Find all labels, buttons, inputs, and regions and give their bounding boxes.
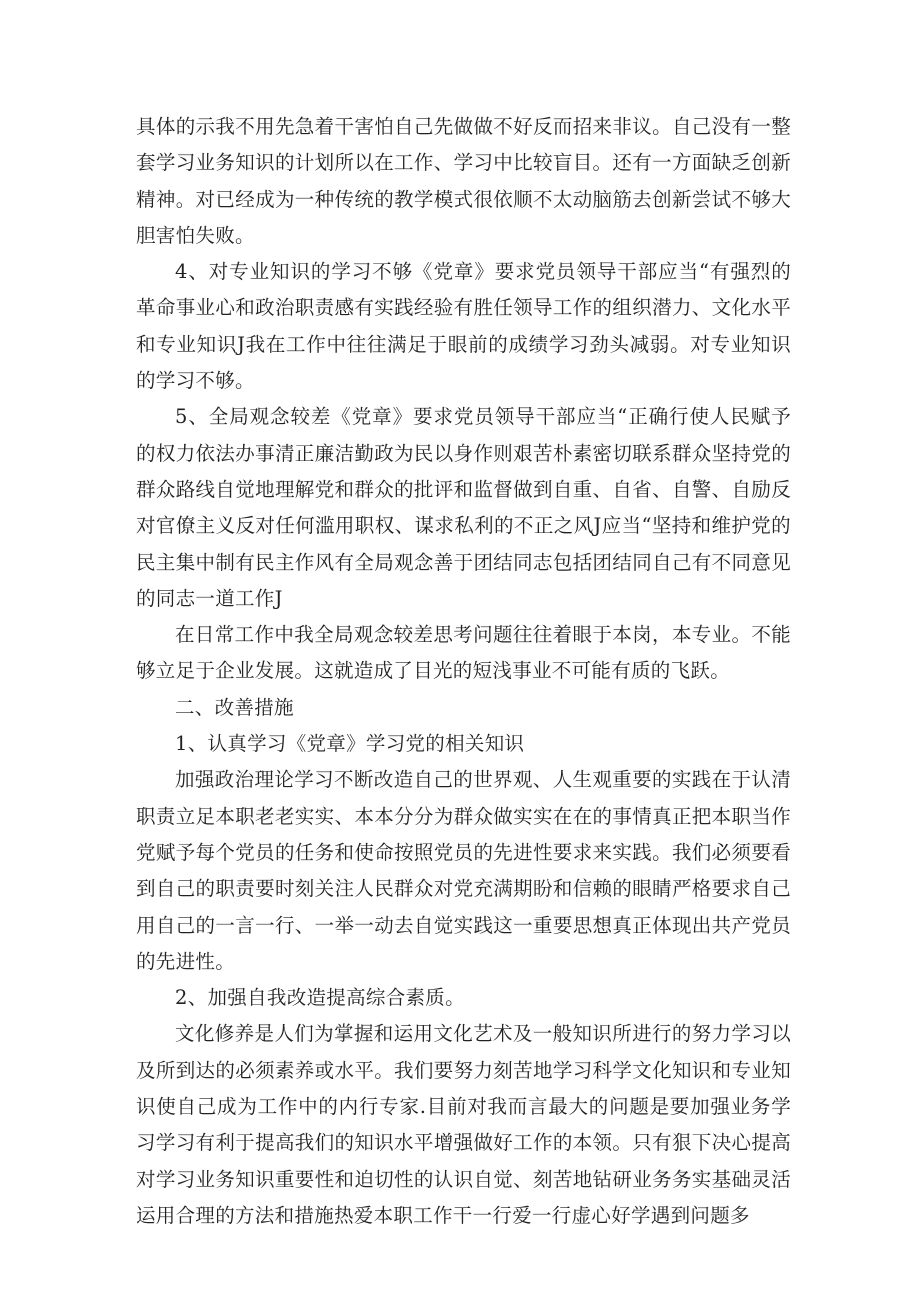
paragraph-item-4: 4、对专业知识的学习不够《党章》要求党员领导干部应当“有强烈的革命事业心和政治职责感有实践经验有胜任领导工作的组织潜力、文化水平和专业知识J我在工作中往往满足于眼前的成绩学习劲头减弱。对专业知识的学习不够。	[136, 260, 791, 393]
paragraph-overall-view: 在日常工作中我全局观念较差思考问题往往着眼于本岗，本专业。不能够立足于企业发展。这就造成了目光的短浅事业不可能有质的飞跃。	[136, 623, 791, 683]
document-page	[136, 109, 791, 1234]
subheading-measure-1: 1、认真学习《党章》学习党的相关知识	[175, 732, 525, 756]
paragraph-continuation: 具体的示我不用先急着干害怕自己先做做不好反而招来非议。自己没有一整套学习业务知识的计划所以在工作、学习中比较盲目。还有一方面缺乏创新精神。对已经成为一种传统的教学模式很依顺不太动脑筋去创新尝试不够大胆害怕失败。	[136, 115, 791, 247]
subheading-measure-2: 2、加强自我改造提高综合素质。	[175, 986, 465, 1010]
paragraph-item-5: 5、全局观念较差《党章》要求党员领导干部应当“正确行使人民赋予的权力依法办事清正廉洁勤政为民以身作则艰苦朴素密切联系群众坚持党的群众路线自觉地理解党和群众的批评和监督做到自重、自省、自警、自励反对官僚主义反对任何滥用职权、谋求私利的不正之风J应当“坚持和维护党的民主集中制有民主作风有全局观念善于团结同志包括团结同自己有不同意见的同志一道工作J	[136, 405, 791, 610]
paragraph-measure-1: 加强政治理论学习不断改造自己的世界观、人生观重要的实践在于认清职责立足本职老老实实、本本分分为群众做实实在在的事情真正把本职当作党赋予每个党员的任务和使命按照党员的先进性要求来实践。我们必须要看到自己的职责要时刻关注人民群众对党充满期盼和信赖的眼睛严格要求自己用自己的一言一行、一举一动去自觉实践这一重要思想真正体现出共产党员的先进性。	[136, 768, 791, 973]
paragraph-measure-2: 文化修养是人们为掌握和运用文化艺术及一般知识所进行的努力学习以及所到达的必须素养或水平。我们要努力刻苦地学习科学文化知识和专业知识使自己成为工作中的内行专家.目前对我而言最大的问题是要加强业务学习学习有利于提高我们的知识水平增强做好工作的本领。只有狠下决心提高对学习业务知识重要性和迫切性的认识自觉、刻苦地钻研业务务实基础灵活运用合理的方法和措施热爱本职工作干一行爱一行虚心好学遇到问题多	[136, 1022, 791, 1227]
section-heading-improvement: 二、改善措施	[175, 695, 294, 719]
